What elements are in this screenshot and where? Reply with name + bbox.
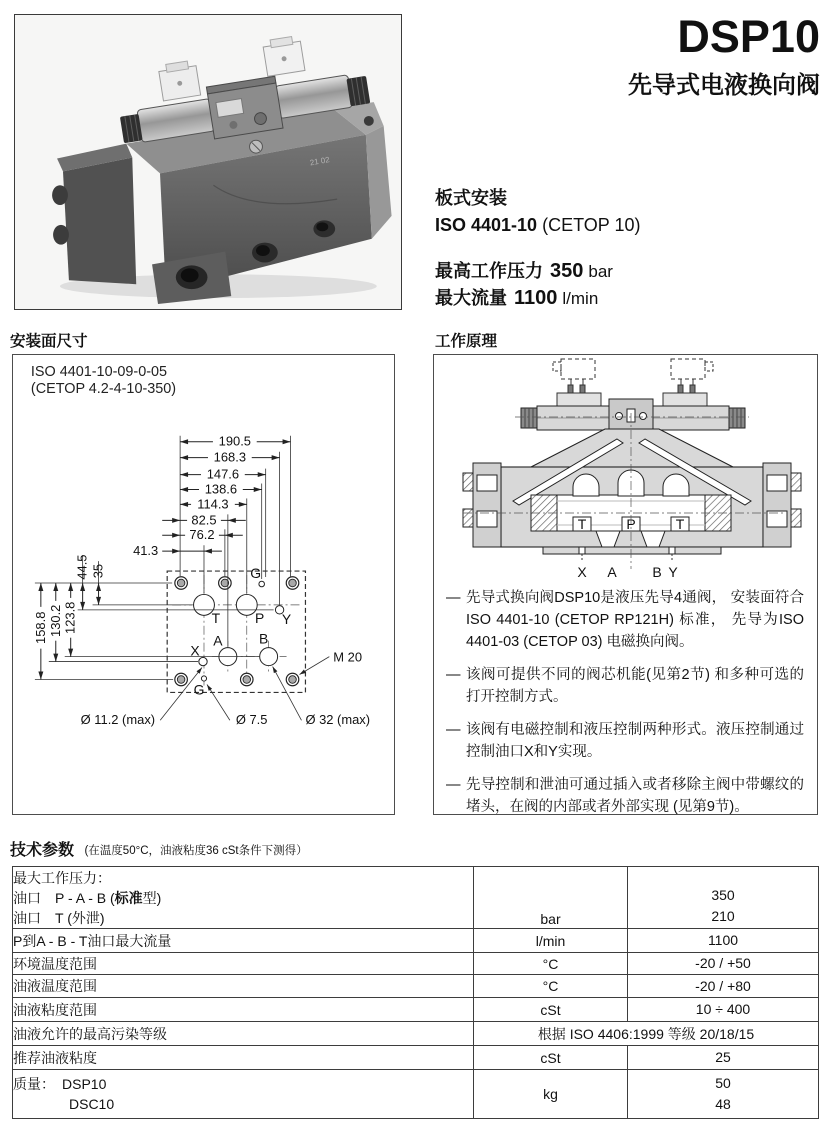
mounting-plate bbox=[167, 565, 305, 697]
svg-text:Ø 11.2 (max): Ø 11.2 (max) bbox=[80, 712, 156, 728]
section-principle: 工作原理 bbox=[435, 333, 498, 350]
horizontal-dimensions bbox=[133, 434, 290, 558]
max-flow-value: 1100 bbox=[514, 287, 558, 309]
dim-168-3 bbox=[180, 450, 279, 465]
dim-123-8 bbox=[63, 583, 78, 657]
param-unit: l/min bbox=[474, 929, 628, 953]
pilot-valve-section bbox=[515, 393, 749, 433]
param-value: -20 / +50 bbox=[628, 953, 819, 975]
cetop-standard: (CETOP 10) bbox=[542, 215, 641, 235]
dim-76-2 bbox=[162, 527, 243, 542]
port-label-g-bottom: G bbox=[193, 681, 205, 698]
svg-text:138.6: 138.6 bbox=[204, 481, 238, 497]
table-row bbox=[13, 998, 819, 1022]
pilot-connectors bbox=[553, 359, 713, 393]
body-etched-marking: 21 02 bbox=[309, 155, 331, 168]
principle-port-b: B bbox=[652, 564, 662, 580]
param-label: 推荐油液粘度 bbox=[13, 1046, 474, 1070]
table-row bbox=[13, 953, 819, 975]
max-flow-unit: l/min bbox=[562, 289, 599, 308]
svg-text:114.3: 114.3 bbox=[197, 496, 229, 512]
max-pressure-unit: bar bbox=[588, 262, 613, 281]
param-label: 油液允许的最高污染等级 bbox=[13, 1022, 474, 1046]
note-item bbox=[446, 719, 804, 763]
iso-standard-line bbox=[435, 212, 640, 239]
bullet-dash: — bbox=[446, 667, 461, 684]
port-label-x: X bbox=[190, 642, 200, 659]
max-pressure-value: 350 bbox=[550, 260, 584, 282]
page-subtitle: 先导式电液换向阀 bbox=[628, 71, 820, 99]
svg-text:147.6: 147.6 bbox=[206, 466, 240, 482]
principle-port-x: X bbox=[577, 564, 587, 580]
param-value: 10 ÷ 400 bbox=[628, 998, 819, 1022]
main-body-section bbox=[463, 413, 801, 569]
table-row bbox=[13, 867, 819, 929]
note-item bbox=[446, 587, 804, 653]
product-photo bbox=[14, 14, 402, 310]
note-item bbox=[446, 664, 804, 708]
section-mounting-face: 安装面尺寸 bbox=[10, 333, 88, 350]
callout-m20 bbox=[299, 650, 362, 675]
note-text: 该阀可提供不同的阀芯机能(见第2节) 和多种可选的打开控制方式。 bbox=[466, 667, 804, 706]
end-cap-left bbox=[463, 463, 501, 547]
svg-text:158.8: 158.8 bbox=[32, 611, 48, 644]
dim-138-6 bbox=[180, 481, 262, 496]
table-row bbox=[13, 1070, 819, 1119]
end-cap-right bbox=[763, 463, 801, 547]
dim-41-3 bbox=[133, 543, 222, 558]
vertical-dimensions bbox=[33, 555, 106, 680]
principle-port-t2: T bbox=[675, 516, 685, 532]
svg-text:Ø 32 (max): Ø 32 (max) bbox=[305, 712, 371, 728]
port-label-y: Y bbox=[281, 610, 292, 627]
pilot-end-nut-right bbox=[729, 408, 745, 428]
svg-text:123.8: 123.8 bbox=[62, 601, 78, 634]
note-item bbox=[446, 774, 804, 818]
drawing-iso-code: ISO 4401-10-09-0-05 bbox=[30, 364, 168, 381]
param-label: 油液粘度范围 bbox=[13, 998, 474, 1022]
table-row bbox=[13, 1022, 819, 1046]
note-text: 先导控制和泄油可通过插入或者移除主阀中带螺纹的堵头，在阀的内部或者外部实现 (见第9节)。 bbox=[466, 777, 804, 816]
max-pressure-label: 最高工作压力 bbox=[435, 261, 543, 281]
tech-params-note: (在温度50°C，油液粘度36 cSt条件下测得） bbox=[84, 845, 308, 857]
iso-standard: ISO 4401-10 bbox=[435, 215, 538, 235]
mounting-face-drawing bbox=[13, 355, 391, 811]
dim-190-5 bbox=[180, 434, 290, 449]
param-value: 50 48 bbox=[628, 1070, 819, 1119]
param-unit: °C bbox=[474, 975, 628, 998]
svg-text:M 20: M 20 bbox=[333, 649, 363, 665]
note-text: 先导式换向阀DSP10是液压先导4通阀， 安装面符合ISO 4401-10 (CETOP RP121H) 标准， 先导为ISO 4401-03 (CETOP 03) 电磁换向阀。 bbox=[466, 590, 804, 651]
svg-text:41.3: 41.3 bbox=[133, 543, 159, 559]
port-label-t: T bbox=[211, 609, 221, 626]
param-value: 1100 bbox=[628, 929, 819, 953]
title-block bbox=[628, 11, 820, 100]
param-unit: kg bbox=[474, 1070, 628, 1119]
mounting-type: 板式安装 bbox=[435, 188, 507, 208]
param-unit: cSt bbox=[474, 1046, 628, 1070]
dim-147-6 bbox=[180, 467, 266, 482]
principle-port-y: Y bbox=[668, 564, 678, 580]
param-label: 质量： DSP10 DSC10 bbox=[13, 1070, 474, 1119]
tech-params-title: 技术参数 bbox=[10, 842, 75, 859]
svg-text:168.3: 168.3 bbox=[213, 449, 247, 465]
principle-port-a: A bbox=[607, 564, 617, 580]
section-tech-params bbox=[10, 837, 308, 860]
port-label-a: A bbox=[213, 632, 223, 649]
pilot-center-block bbox=[206, 76, 283, 139]
param-span-value: 根据 ISO 4406:1999 等级 20/18/15 bbox=[474, 1022, 819, 1046]
mounting-face-figure bbox=[12, 354, 395, 815]
page-title: DSP10 bbox=[677, 11, 820, 62]
dim-82-5 bbox=[162, 512, 246, 527]
bolt-holes bbox=[175, 577, 299, 686]
param-unit: bar bbox=[474, 867, 628, 929]
tech-table-body bbox=[13, 867, 819, 1119]
param-label: 最大工作压力： 油口 P - A - B (标准型) 油口 T (外泄) bbox=[13, 867, 474, 929]
dim-130-2 bbox=[48, 583, 63, 662]
param-unit: cSt bbox=[474, 998, 628, 1022]
table-row bbox=[13, 1046, 819, 1070]
dim-114-3 bbox=[180, 496, 247, 511]
valve-photo-illustration bbox=[15, 15, 398, 306]
port-label-g-top: G bbox=[250, 565, 262, 582]
table-row bbox=[13, 975, 819, 998]
param-value: 350 210 bbox=[628, 867, 819, 929]
param-label: 油液温度范围 bbox=[13, 975, 474, 998]
param-label: P到A - B - T油口最大流量 bbox=[13, 929, 474, 953]
port-holes bbox=[194, 581, 284, 681]
svg-text:190.5: 190.5 bbox=[218, 433, 251, 449]
svg-text:130.2: 130.2 bbox=[47, 604, 63, 637]
param-unit: °C bbox=[474, 953, 628, 975]
principle-port-t1: T bbox=[577, 516, 587, 532]
key-specs bbox=[435, 185, 640, 312]
max-flow-line bbox=[435, 285, 640, 312]
port-label-p: P bbox=[255, 609, 265, 626]
note-text: 该阀有电磁控制和液压控制两种形式。液压控制通过控制油口X和Y实现。 bbox=[466, 722, 804, 761]
max-pressure-line bbox=[435, 258, 640, 285]
top-screw bbox=[250, 140, 263, 153]
extension-lines bbox=[32, 433, 291, 680]
svg-text:35: 35 bbox=[90, 563, 106, 579]
principle-port-p: P bbox=[626, 516, 636, 532]
svg-text:44.5: 44.5 bbox=[74, 554, 90, 580]
tech-table bbox=[12, 866, 819, 1119]
pilot-end-nut-left bbox=[521, 408, 537, 428]
principle-figure bbox=[433, 354, 818, 815]
port-label-b: B bbox=[259, 630, 269, 647]
param-value: -20 / +80 bbox=[628, 975, 819, 998]
param-value: 25 bbox=[628, 1046, 819, 1070]
principle-drawing bbox=[434, 355, 814, 583]
table-row bbox=[13, 929, 819, 953]
callout-d7-5 bbox=[207, 684, 267, 727]
bullet-dash: — bbox=[446, 777, 461, 794]
svg-text:Ø 7.5: Ø 7.5 bbox=[235, 712, 268, 728]
svg-text:76.2: 76.2 bbox=[189, 527, 215, 543]
principle-notes bbox=[434, 587, 817, 829]
drawing-cetop-code: (CETOP 4.2-4-10-350) bbox=[30, 381, 177, 398]
dim-158-8 bbox=[33, 583, 48, 679]
principle-bottom-labels bbox=[577, 564, 678, 580]
bullet-dash: — bbox=[446, 590, 461, 606]
bullet-dash: — bbox=[446, 722, 461, 739]
param-label: 环境温度范围 bbox=[13, 953, 474, 975]
svg-text:82.5: 82.5 bbox=[191, 512, 217, 528]
max-flow-label: 最大流量 bbox=[435, 288, 507, 308]
